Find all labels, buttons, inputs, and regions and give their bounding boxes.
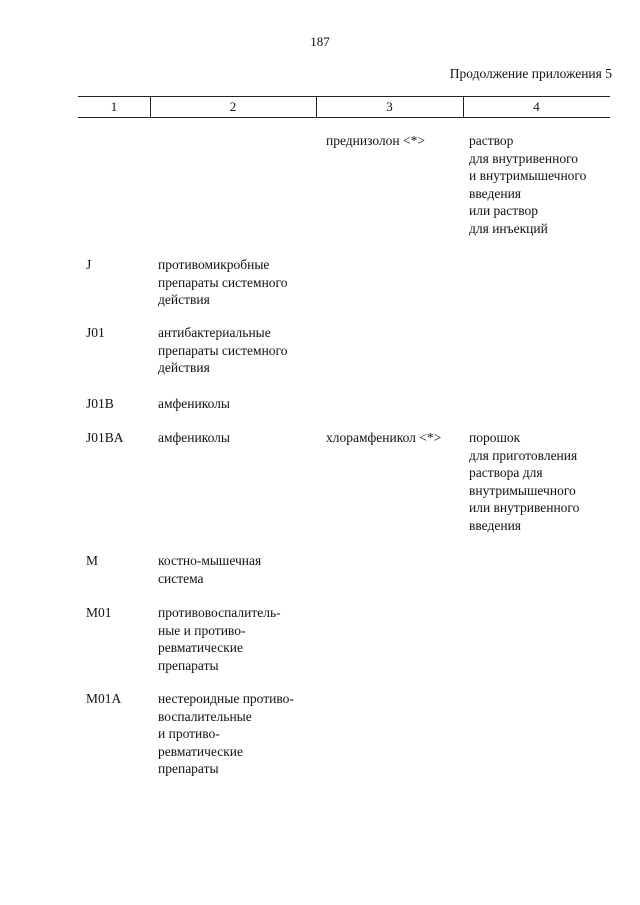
atc-code-cell: M <box>86 553 99 568</box>
drug-name-cell: хлорамфеникол <*> <box>326 430 442 445</box>
atc-name-cell: костно-мышечная система <box>158 553 262 586</box>
column-header-4: 4 <box>533 99 540 114</box>
atc-name-cell: антибактериальные препараты системного действия <box>158 325 288 375</box>
atc-name-cell: амфениколы <box>158 430 230 445</box>
column-header-2: 2 <box>229 99 237 114</box>
column-header-1: 1 <box>110 99 118 114</box>
atc-code-cell: J01BA <box>86 430 124 445</box>
drug-name-cell: преднизолон <*> <box>326 133 425 148</box>
atc-name-cell: противовоспалитель- ные и противо- ревматические препараты <box>158 605 281 673</box>
atc-code-cell: J01 <box>86 325 105 340</box>
table-header <box>78 96 610 118</box>
dosage-form-cell: порошок для приготовления раствора для внутримышечного или внутривенного введения <box>469 430 580 533</box>
atc-name-cell: нестероидные противо- воспалительные и противо- ревматические препараты <box>158 691 294 776</box>
dosage-form-cell: раствор для внутривенного и внутримышечного введения или раствор для инъекций <box>469 133 587 236</box>
page-number: 187 <box>310 34 330 49</box>
atc-code-cell: J01B <box>86 396 114 411</box>
atc-name-cell: амфениколы <box>158 396 230 411</box>
column-header-3: 3 <box>386 99 393 114</box>
atc-code-cell: M01 <box>86 605 112 620</box>
atc-code-cell: J <box>86 257 92 272</box>
atc-name-cell: противомикробные препараты системного действия <box>158 257 288 307</box>
atc-code-cell: M01A <box>86 691 122 706</box>
continuation-title: Продолжение приложения 5 <box>449 66 612 81</box>
